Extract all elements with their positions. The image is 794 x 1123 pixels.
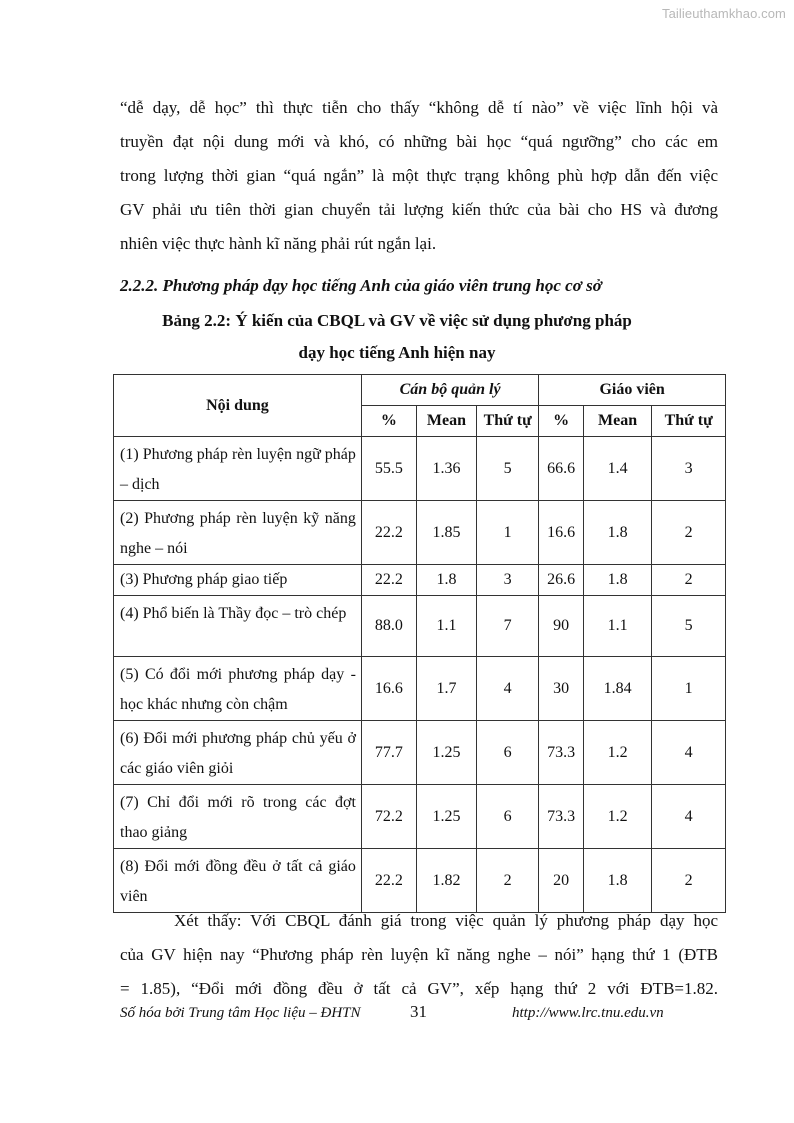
- header-content: Nội dung: [114, 375, 362, 437]
- table-row: [114, 596, 726, 657]
- gv-mean: 1.4: [583, 437, 651, 501]
- watermark: Tailieuthamkhao.com: [661, 6, 786, 21]
- gv-mean: 1.8: [583, 849, 651, 913]
- cb-pct: 72.2: [361, 785, 416, 849]
- row-content: (6) Đổi mới phương pháp chủ yếu ở các giáo viên giỏi: [114, 721, 362, 785]
- gv-pct: 73.3: [539, 721, 584, 785]
- table-caption-line-2: dạy học tiếng Anh hiện nay: [298, 343, 496, 362]
- cb-mean: 1.1: [416, 596, 476, 657]
- table-row: [114, 437, 726, 501]
- table-row: [114, 721, 726, 785]
- paragraph-2: [120, 904, 718, 1006]
- table-row: [114, 565, 726, 596]
- cb-mean: 1.25: [416, 721, 476, 785]
- gv-mean: 1.1: [583, 596, 651, 657]
- row-content: (5) Có đổi mới phương pháp dạy - học khác nhưng còn chậm: [114, 657, 362, 721]
- row-content: (4) Phổ biến là Thầy đọc – trò chép: [114, 596, 362, 657]
- cb-mean: 1.7: [416, 657, 476, 721]
- gv-mean: 1.2: [583, 721, 651, 785]
- subheader-cb-rank: Thứ tự: [477, 406, 539, 437]
- cb-mean: 1.36: [416, 437, 476, 501]
- subheader-cb-pct: %: [361, 406, 416, 437]
- gv-rank: 1: [652, 657, 726, 721]
- row-content: (7) Chỉ đổi mới rõ trong các đợt thao giảng: [114, 785, 362, 849]
- cb-pct: 22.2: [361, 849, 416, 913]
- row-content: (8) Đổi mới đồng đều ở tất cả giáo viên: [114, 849, 362, 913]
- paragraph-1-line: nhiên việc thực hành kĩ năng phải rút ngắn lại.: [120, 234, 437, 253]
- subheader-gv-rank: Thứ tự: [652, 406, 726, 437]
- cb-pct: 55.5: [361, 437, 416, 501]
- section-heading: 2.2.2. Phương pháp dạy học tiếng Anh của giáo viên trung học cơ sở: [120, 276, 602, 295]
- paragraph-1-line: GV phải ưu tiên thời gian chuyển tải lượng kiến thức của bài cho HS và đương: [120, 200, 718, 219]
- cb-mean: 1.85: [416, 501, 476, 565]
- paragraph-2-line: Xét thấy: Với CBQL đánh giá trong việc quản lý phương pháp dạy học: [174, 911, 718, 930]
- gv-mean: 1.2: [583, 785, 651, 849]
- cb-pct: 22.2: [361, 565, 416, 596]
- gv-mean: 1.84: [583, 657, 651, 721]
- gv-pct: 20: [539, 849, 584, 913]
- cb-mean: 1.25: [416, 785, 476, 849]
- paragraph-1-line: trong lượng thời gian “quá ngắn” là một thực trạng không phù hợp dẫn đến việc: [120, 166, 718, 185]
- gv-pct: 26.6: [539, 565, 584, 596]
- subheader-cb-mean: Mean: [416, 406, 476, 437]
- gv-pct: 30: [539, 657, 584, 721]
- cb-rank: 4: [477, 657, 539, 721]
- cb-pct: 16.6: [361, 657, 416, 721]
- gv-rank: 2: [652, 849, 726, 913]
- gv-mean: 1.8: [583, 565, 651, 596]
- gv-pct: 66.6: [539, 437, 584, 501]
- gv-pct: 73.3: [539, 785, 584, 849]
- table-row: [114, 849, 726, 913]
- gv-rank: 3: [652, 437, 726, 501]
- row-content: (2) Phương pháp rèn luyện kỹ năng nghe – nói: [114, 501, 362, 565]
- table-row: [114, 657, 726, 721]
- cb-rank: 7: [477, 596, 539, 657]
- cb-pct: 22.2: [361, 501, 416, 565]
- subheader-gv-mean: Mean: [583, 406, 651, 437]
- page-number: 31: [410, 1002, 427, 1021]
- gv-rank: 4: [652, 785, 726, 849]
- subheader-gv-pct: %: [539, 406, 584, 437]
- paragraph-1-line: truyền đạt nội dung mới và khó, có những bài học “quá ngưỡng” cho các em: [120, 132, 718, 151]
- survey-table: [113, 374, 726, 913]
- paragraph-2-line: = 1.85), “Đổi mới đồng đều ở tất cả GV”, xếp hạng thứ 2 với ĐTB=1.82.: [120, 979, 718, 998]
- gv-rank: 4: [652, 721, 726, 785]
- cb-mean: 1.82: [416, 849, 476, 913]
- paragraph-1: [120, 91, 718, 261]
- footer-digitized-by: Số hóa bởi Trung tâm Học liệu – ĐHTN: [120, 1005, 361, 1021]
- row-content: (3) Phương pháp giao tiếp: [114, 565, 362, 596]
- cb-rank: 3: [477, 565, 539, 596]
- gv-rank: 2: [652, 565, 726, 596]
- table-row: [114, 501, 726, 565]
- cb-pct: 77.7: [361, 721, 416, 785]
- gv-rank: 2: [652, 501, 726, 565]
- header-group-gv: Giáo viên: [539, 375, 726, 406]
- cb-rank: 1: [477, 501, 539, 565]
- cb-rank: 5: [477, 437, 539, 501]
- cb-mean: 1.8: [416, 565, 476, 596]
- cb-rank: 6: [477, 721, 539, 785]
- gv-pct: 16.6: [539, 501, 584, 565]
- paragraph-1-line: “dễ dạy, dễ học” thì thực tiễn cho thấy “không dễ tí nào” về việc lĩnh hội và: [120, 98, 718, 117]
- gv-pct: 90: [539, 596, 584, 657]
- footer-url[interactable]: http://www.lrc.tnu.edu.vn: [512, 1005, 664, 1021]
- gv-rank: 5: [652, 596, 726, 657]
- gv-mean: 1.8: [583, 501, 651, 565]
- row-content: (1) Phương pháp rèn luyện ngữ pháp – dịch: [114, 437, 362, 501]
- header-group-cbql: Cán bộ quản lý: [361, 375, 538, 406]
- cb-rank: 2: [477, 849, 539, 913]
- table-caption-line-1: Bảng 2.2: Ý kiến của CBQL và GV về việc sử dụng phương pháp: [162, 311, 632, 330]
- table-row: [114, 785, 726, 849]
- cb-rank: 6: [477, 785, 539, 849]
- paragraph-2-line: của GV hiện nay “Phương pháp rèn luyện kĩ năng nghe – nói” hạng thứ 1 (ĐTB: [120, 945, 718, 964]
- cb-pct: 88.0: [361, 596, 416, 657]
